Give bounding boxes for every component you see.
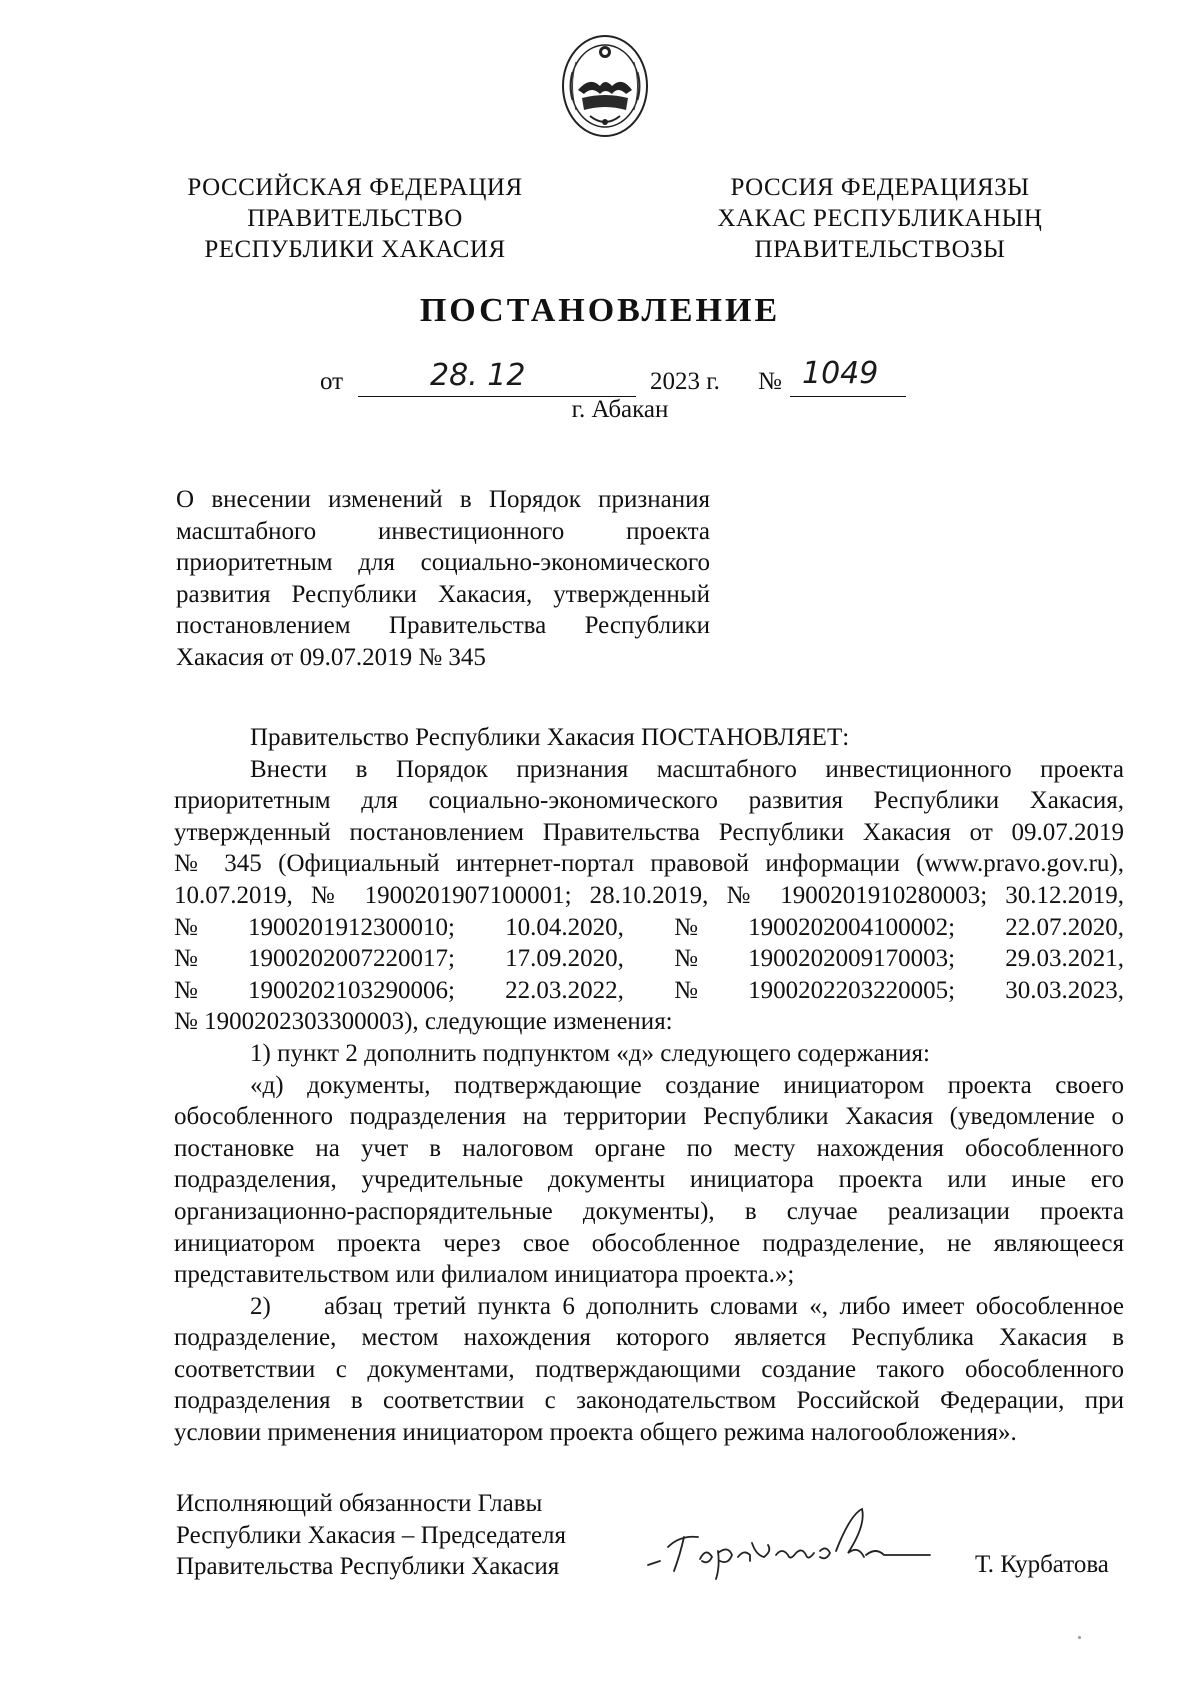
header-left-block — [160, 172, 550, 265]
row-cell: 1900201912300010; — [248, 913, 455, 941]
registration-row — [174, 912, 1124, 944]
row-cell: № — [674, 945, 698, 973]
item-2-first-line — [174, 1291, 1124, 1323]
document-title: ПОСТАНОВЛЕНИЕ — [419, 292, 781, 329]
body-line: Внести в Порядок признания масштабного инвестиционного проекта — [250, 755, 1124, 783]
row-cell: 1900202009170003; — [748, 945, 956, 973]
row-cell: 1900202004100002; — [748, 913, 956, 941]
body-line: организационно-распорядительные документы), в случае реализации проекта — [174, 1197, 1124, 1225]
row-cell: 29.03.2021, — [1005, 945, 1124, 973]
row-cell: 30.03.2023, — [1005, 976, 1124, 1004]
body-line: условии применения инициатором проекта общего режима налогообложения». — [174, 1419, 1017, 1447]
handwritten-number: 1049 — [802, 356, 879, 391]
header-left-line-3: РЕСПУБЛИКИ ХАКАСИЯ — [204, 236, 506, 263]
header-right-line-3: ПРАВИТЕЛЬСТВОЗЫ — [754, 236, 1006, 263]
row-cell: 22.07.2020, — [1005, 913, 1124, 941]
body-line: подразделения, учредительные документы инициатора проекта или иные его — [174, 1166, 1124, 1194]
body-line: соответствии с документами, подтверждающими создание такого обособленного — [174, 1355, 1124, 1383]
row-cell: 10.04.2020, — [505, 913, 624, 941]
row-cell: 17.09.2020, — [505, 945, 624, 973]
body-line: подразделения в соответствии с законодательством Российской Федерации, при — [174, 1387, 1124, 1415]
subject-line: Хакасия от 09.07.2019 № 345 — [176, 643, 486, 671]
row-cell: № — [174, 976, 198, 1004]
body-line: обособленного подразделения на территории Республики Хакасия (уведомление о — [174, 1103, 1124, 1131]
body-line: 10.07.2019, № 1900201907100001; 28.10.2019, № 1900201910280003; 30.12.2019, — [174, 881, 1124, 909]
body-line: приоритетным для социально-экономического развития Республики Хакасия, — [174, 787, 1124, 815]
date-from-label: от — [320, 368, 344, 395]
body-line: постановке на учет в налоговом органе по месту нахождения обособленного — [174, 1134, 1124, 1162]
subject-line: приоритетным для социально-экономического — [176, 549, 710, 576]
body-line: утвержденный постановлением Правительства Республики Хакасия от 09.07.2019 — [174, 818, 1124, 846]
row-cell: № — [674, 913, 698, 941]
city-label: г. Абакан — [571, 396, 669, 423]
body-line: абзац третий пункта 6 дополнить словами «, либо имеет обособленное — [324, 1292, 1124, 1320]
row-cell: 22.03.2022, — [505, 976, 624, 1004]
header-right-line-1: РОССИЯ ФЕДЕРАЦИЯЗЫ — [730, 174, 1030, 201]
header-left-line-2: ПРАВИТЕЛЬСТВО — [247, 205, 463, 232]
year-label: 2023 г. — [650, 368, 720, 395]
row-cell: 1900202203220005; — [748, 976, 956, 1004]
header-right-block — [690, 172, 1070, 265]
body-line: подразделение, местом нахождения которого является Республика Хакасия в — [174, 1324, 1124, 1352]
date-line — [320, 356, 960, 400]
item-2-number: 2) — [250, 1292, 271, 1320]
subject-line: развития Республики Хакасия, утвержденный — [176, 580, 710, 608]
document-body — [174, 722, 1124, 1449]
signatory-name: Т. Курбатова — [975, 1551, 1109, 1578]
registration-row — [174, 943, 1124, 975]
row-cell: № — [674, 976, 698, 1004]
number-label: № — [758, 368, 782, 395]
row-cell: 1900202007220017; — [248, 945, 455, 973]
position-line: Республики Хакасия – Председателя — [176, 1521, 567, 1549]
subject-line: постановлением Правительства Республики — [176, 612, 710, 639]
subject-block — [176, 484, 710, 673]
position-line: Правительства Республики Хакасия — [176, 1553, 560, 1580]
handwritten-date: 28. 12 — [430, 358, 526, 393]
row-cell: № — [174, 945, 198, 973]
preamble: Правительство Республики Хакасия ПОСТАНОВЛЯЕТ: — [250, 724, 850, 751]
handwritten-signature — [640, 1495, 940, 1580]
row-cell: 1900202103290006; — [248, 976, 455, 1004]
header-left-line-1: РОССИЙСКАЯ ФЕДЕРАЦИЯ — [187, 174, 523, 201]
subject-line: О внесении изменений в Порядок признания — [176, 486, 710, 513]
body-line: инициатором проекта через свое обособленное подразделение, не являющееся — [174, 1229, 1124, 1257]
scan-speck — [1078, 1636, 1081, 1639]
subject-line: масштабного инвестиционного проекта — [176, 517, 710, 545]
body-line: представительством или филиалом инициатора проекта.»; — [174, 1261, 795, 1289]
signatory-position — [176, 1488, 566, 1583]
row-cell: № — [174, 913, 198, 941]
item-1-heading: 1) пункт 2 дополнить подпунктом «д» следующего содержания: — [250, 1039, 930, 1067]
registration-row — [174, 975, 1124, 1007]
body-line: № 1900202303300003), следующие изменения: — [174, 1008, 673, 1036]
body-line: № 345 (Официальный интернет-портал правовой информации (www.pravo.gov.ru), — [174, 850, 1124, 878]
coat-of-arms-emblem — [560, 32, 650, 140]
body-line: «д) документы, подтверждающие создание инициатором проекта своего — [250, 1071, 1124, 1099]
header-right-line-2: ХАКАС РЕСПУБЛИКАНЫҢ — [717, 205, 1043, 232]
position-line: Исполняющий обязанности Главы — [176, 1490, 543, 1517]
